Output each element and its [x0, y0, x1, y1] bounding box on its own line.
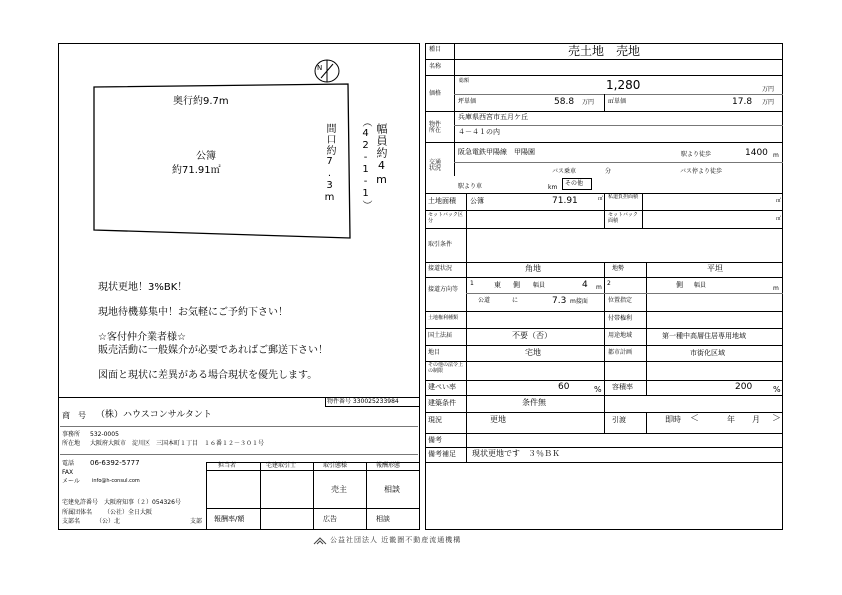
setback-area-label: セットバック面積	[608, 212, 638, 224]
landcat-value: 宅地	[525, 348, 541, 357]
status-value: 更地	[490, 415, 506, 424]
terrain-value: 平坦	[707, 264, 723, 273]
road2-width-label: 幅員	[694, 282, 707, 289]
org-label: 所属団体名	[62, 509, 93, 516]
shape-value: 角地	[525, 264, 541, 273]
road2-unit: m	[773, 285, 779, 292]
sqm-unit: 万円	[762, 99, 775, 106]
price-sub-label: 総額	[459, 78, 470, 84]
station-car-unit: km	[548, 184, 558, 191]
price-value: 1,280	[606, 78, 641, 92]
name-label: 名称	[429, 63, 442, 70]
address-label: 所在地	[62, 440, 81, 447]
handover-year: 年	[727, 415, 735, 424]
road2-no: 2	[607, 280, 611, 287]
road1-no: 1	[470, 280, 474, 287]
shape-label: 接道状況	[428, 265, 453, 272]
private-road-unit: ㎡	[776, 198, 782, 204]
ad-label: 広告	[323, 515, 337, 523]
coverage-value: 60	[558, 382, 570, 392]
staff-header-3: 取引態様	[323, 462, 348, 469]
price-label: 価格	[429, 90, 442, 97]
build-cond-value: 条件無	[522, 398, 546, 407]
svg-text:N: N	[317, 64, 323, 72]
setback-area-unit: ㎡	[776, 216, 782, 222]
remarks-label: 備考	[428, 436, 442, 444]
tsubo-unit: 万円	[582, 99, 595, 106]
branch-value: （公）北	[96, 518, 121, 525]
land-area-unit: ㎡	[598, 196, 604, 202]
fee-ratio-label: 報酬率/額	[214, 515, 245, 523]
far-value: 200	[735, 382, 753, 392]
location-line2: ４－４１の内	[458, 128, 500, 136]
fax-label: FAX	[62, 469, 74, 476]
staff-header-4: 報酬形態	[376, 462, 401, 469]
sqm-label: ㎡単価	[608, 98, 627, 105]
trade-label: 商 号	[62, 411, 86, 420]
road1-dir: 東	[494, 281, 501, 289]
cityplan-value: 市街化区域	[690, 349, 725, 357]
lot-area: 約71.91㎡	[172, 165, 221, 176]
remarks-sup-label: 備考補足	[428, 450, 456, 458]
handover-lt: ＜	[690, 414, 700, 424]
road-label: 接道方向等	[428, 286, 459, 293]
other-label: その他	[565, 180, 584, 187]
type-label: 種目	[429, 46, 442, 53]
note-line-1: 現状更地！3%BK！	[98, 282, 188, 293]
setback-label: セットバック区分	[428, 212, 463, 224]
sqm-value: 17.8	[732, 97, 753, 107]
plan-value: 不要（否）	[512, 331, 552, 340]
road1-type: 公道	[478, 297, 491, 304]
station-car-label: 駅より車	[458, 183, 483, 190]
land-area-type: 公簿	[470, 197, 484, 205]
station-walk-value: 1400	[745, 148, 768, 158]
price-unit: 万円	[762, 86, 775, 93]
association-logo-icon	[313, 536, 327, 546]
note-line-2: 現地待機募集中！お気軽にご予約下さい！	[98, 307, 288, 318]
note-line-4: 販売活動に一般媒介が必要であればご郵送下さい！	[98, 345, 328, 356]
coverage-label: 建ぺい率	[428, 383, 456, 391]
bus-walk-label: バス停より徒歩	[680, 168, 723, 175]
road1-ni: に	[512, 297, 519, 304]
coverage-unit: %	[594, 385, 602, 394]
use-value: 第一種中高層住居専用地域	[662, 332, 746, 340]
other-law-label: その他の法令上の制限	[428, 362, 464, 374]
land-area-label: 土地面積	[428, 197, 456, 205]
tsubo-value: 58.8	[554, 97, 575, 107]
build-cond-label: 建築条件	[428, 399, 456, 407]
land-area-value: 71.91	[552, 196, 578, 206]
property-number: 物件番号 330025233984	[327, 398, 399, 405]
status-label: 現況	[428, 416, 442, 424]
office-value: 532-0005	[90, 431, 119, 438]
lot-frontage: 間口約7.3m	[324, 123, 335, 204]
rights-label: 土地権利種類	[428, 315, 459, 321]
terrain-label: 地勢	[612, 265, 625, 272]
footer-association: 公益社団法人 近畿圏不動産流通機構	[330, 536, 462, 544]
tsubo-label: 坪単価	[458, 98, 477, 105]
use-label: 用途地域	[608, 332, 633, 339]
road-name: （42-1-1）	[360, 117, 371, 211]
lot-type: 公簿	[196, 151, 216, 162]
license-value: 大阪府知事（２）054326号	[104, 499, 181, 506]
handover-month: 月	[752, 415, 760, 424]
road2-side: 側	[676, 281, 683, 289]
road1-front: 7.3	[552, 296, 567, 306]
branch-suffix: 支部	[190, 518, 203, 525]
far-label: 容積率	[612, 383, 633, 391]
location-label: 物件所在	[429, 121, 442, 134]
far-unit: %	[773, 385, 781, 394]
handover-label: 引渡	[612, 416, 626, 424]
staff-header-2: 宅建取引士	[266, 462, 297, 469]
road1-unit: m	[596, 284, 602, 291]
transaction-type: 売主	[331, 485, 347, 494]
road1-side: 側	[513, 281, 520, 289]
mail-value[interactable]: info@h-consul.com	[92, 478, 140, 484]
handover-value: 即時	[665, 415, 681, 424]
org-value: （公社）全日大阪	[104, 509, 153, 516]
lot-depth: 奥行約9.7m	[173, 96, 229, 107]
line-value: 阪急電鉄甲陽線 甲陽園	[458, 148, 535, 156]
plan-label: 国土法届	[428, 332, 453, 339]
road1-width: 4	[582, 280, 588, 290]
location-line1: 兵庫県西宮市五月ケ丘	[458, 113, 528, 121]
trade-name: （株）ハウスコンサルタント	[96, 410, 212, 420]
handover-gt: ＞	[772, 414, 782, 424]
remarks-sup-value: 現状更地です ３％ＢＫ	[472, 449, 560, 458]
tel-value: 06-6392-5777	[90, 459, 140, 467]
landcat-label: 地目	[428, 349, 441, 356]
bus-unit: 分	[605, 168, 612, 175]
conditions-label: 取引条件	[428, 241, 453, 248]
station-walk-label: 駅より徒歩	[681, 151, 712, 158]
branch-label: 支部名	[62, 518, 81, 525]
tel-label: 電話	[62, 460, 75, 467]
property-title: 売土地 売地	[568, 44, 641, 58]
note-line-5: 図面と現状に差異がある場合現状を優先します。	[98, 370, 318, 381]
mail-label: メール	[62, 478, 80, 485]
office-label: 事務所	[62, 431, 81, 438]
address-value: 大阪府大阪市 淀川区 三国本町１丁目 １６番１２－３０１号	[90, 440, 265, 447]
bus-label: バス乗車	[552, 168, 577, 175]
ad-value: 相談	[376, 515, 390, 523]
private-road-label: 私道負担面積	[608, 194, 639, 200]
road-width: 幅員約4m	[375, 123, 388, 187]
fee-type: 相談	[384, 485, 400, 494]
cityplan-label: 都市計画	[608, 349, 633, 356]
position-label: 位置指定	[608, 297, 633, 304]
rights2-label: 付帯権利	[608, 315, 633, 322]
note-line-3: ☆客付仲介業者様☆	[98, 332, 186, 343]
station-walk-unit: m	[773, 152, 779, 159]
staff-header-1: 担当者	[218, 462, 237, 469]
road1-front-unit: m接面	[570, 298, 588, 305]
license-label: 宅建免許番号	[62, 499, 99, 506]
road1-width-label: 幅員	[533, 282, 546, 289]
traffic-label: 交通状況	[429, 159, 442, 172]
